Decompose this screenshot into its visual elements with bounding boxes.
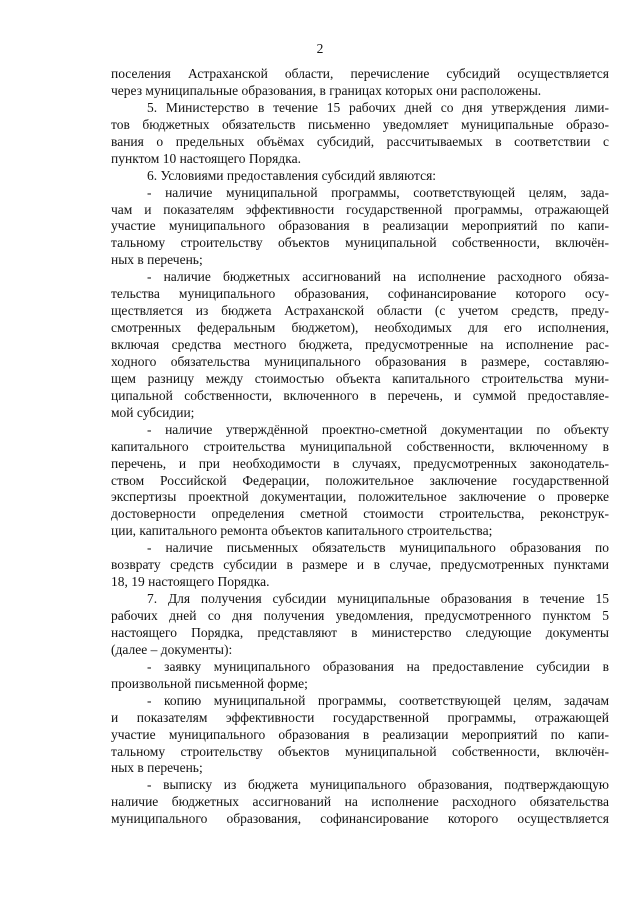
text-line: вания о предельных объёмах субсидий, рассчитываемых в соответствии с — [111, 133, 609, 149]
text-line: пунктом 10 настоящего Порядка. — [111, 150, 301, 166]
text-line: - наличие письменных обязательств муниципального образования по — [147, 540, 609, 556]
text-line: 7. Для получения субсидии муниципальные образования в течение 15 — [147, 591, 609, 607]
page-number: 2 — [316, 41, 324, 56]
text-line: наличие бюджетных ассигнований на исполнение расходного обязательства — [111, 794, 609, 810]
text-line: ных в перечень; — [111, 252, 203, 268]
text-line: 5. Министерство в течение 15 рабочих дней со дня утверждения лими- — [147, 99, 609, 115]
document-body — [111, 66, 609, 828]
text-line: щем разницу между стоимостью объекта капитального строительства муни- — [111, 370, 609, 386]
text-line: ством Российской Федерации, положительное заключение государственной — [111, 472, 609, 488]
text-line: ципальной собственности, включенного в перечень, и суммой предоставляе- — [111, 387, 609, 403]
text-line: включая средства местного бюджета, предусмотренные на исполнение рас- — [111, 337, 609, 352]
text-line: возврату средств субсидии в размере и в случае, предусмотренных пунктами — [111, 557, 609, 573]
text-line: тальному строительству объектов муниципальной собственности, включён- — [111, 235, 609, 251]
text-line: 18, 19 настоящего Порядка. — [111, 574, 270, 590]
text-line: мой субсидии; — [111, 404, 195, 420]
text-line: - наличие бюджетных ассигнований на исполнение расходного обяза- — [147, 269, 609, 285]
text-line: - копию муниципальной программы, соответствующей целям, задачам — [147, 692, 609, 708]
text-line: ходного обязательства муниципального образования в размере, составляю- — [111, 353, 609, 369]
text-line: рабочих дней со дня получения уведомления, предусмотренного пунктом 5 — [111, 608, 609, 623]
text-line: капитального строительства муниципальной собственности, включенному в — [111, 438, 609, 454]
text-line: тов бюджетных обязательств письменно уведомляет муниципальные образо- — [111, 116, 609, 132]
text-line: поселения Астраханской области, перечисление субсидий осуществляется — [111, 66, 609, 81]
text-line: участие муниципального образования в реализации мероприятий по капи- — [111, 726, 609, 742]
text-line: экспертизы проектной документации, положительное заключение о проверке — [111, 489, 609, 505]
text-line: через муниципальные образования, в границах которых они расположены. — [111, 82, 542, 98]
text-line: произвольной письменной форме; — [111, 675, 308, 691]
text-line: настоящего Порядка, представляют в министерство следующие документы — [111, 624, 609, 640]
text-line: перечень, и при необходимости в случаях, предусмотренных законодатель- — [111, 455, 609, 471]
text-line: тальному строительству объектов муниципальной собственности, включён- — [111, 743, 609, 759]
text-line: - заявку муниципального образования на предоставление субсидии в — [147, 658, 609, 674]
text-line: достоверности определения сметной стоимости строительства, реконструк- — [111, 506, 609, 522]
text-line: участие муниципального образования в реализации мероприятий по капи- — [111, 218, 609, 234]
text-line: тельства муниципального образования, софинансирование которого осу- — [111, 286, 609, 302]
text-line: чам и показателям эффективности государственной программы, отражающей — [111, 201, 609, 217]
text-line: (далее – документы): — [111, 641, 233, 657]
text-line: ществляется из бюджета Астраханской области (с учетом средств, преду- — [111, 303, 609, 319]
text-line: смотренных федеральным бюджетом), необходимых для его исполнения, — [111, 320, 609, 336]
text-line: - выписку из бюджета муниципального образования, подтверждающую — [147, 777, 609, 793]
text-line: ции, капитального ремонта объектов капитального строительства; — [111, 523, 493, 539]
text-line: муниципального образования, софинансирование которого осуществляется — [111, 811, 609, 827]
text-line: и показателям эффективности государственной программы, отражающей — [111, 709, 609, 725]
text-line: ных в перечень; — [111, 760, 203, 776]
text-line: - наличие муниципальной программы, соответствующей целям, зада- — [147, 184, 609, 200]
text-line: - наличие утверждённой проектно-сметной документации по объекту — [147, 421, 609, 437]
text-line: 6. Условиями предоставления субсидий являются: — [147, 167, 437, 183]
